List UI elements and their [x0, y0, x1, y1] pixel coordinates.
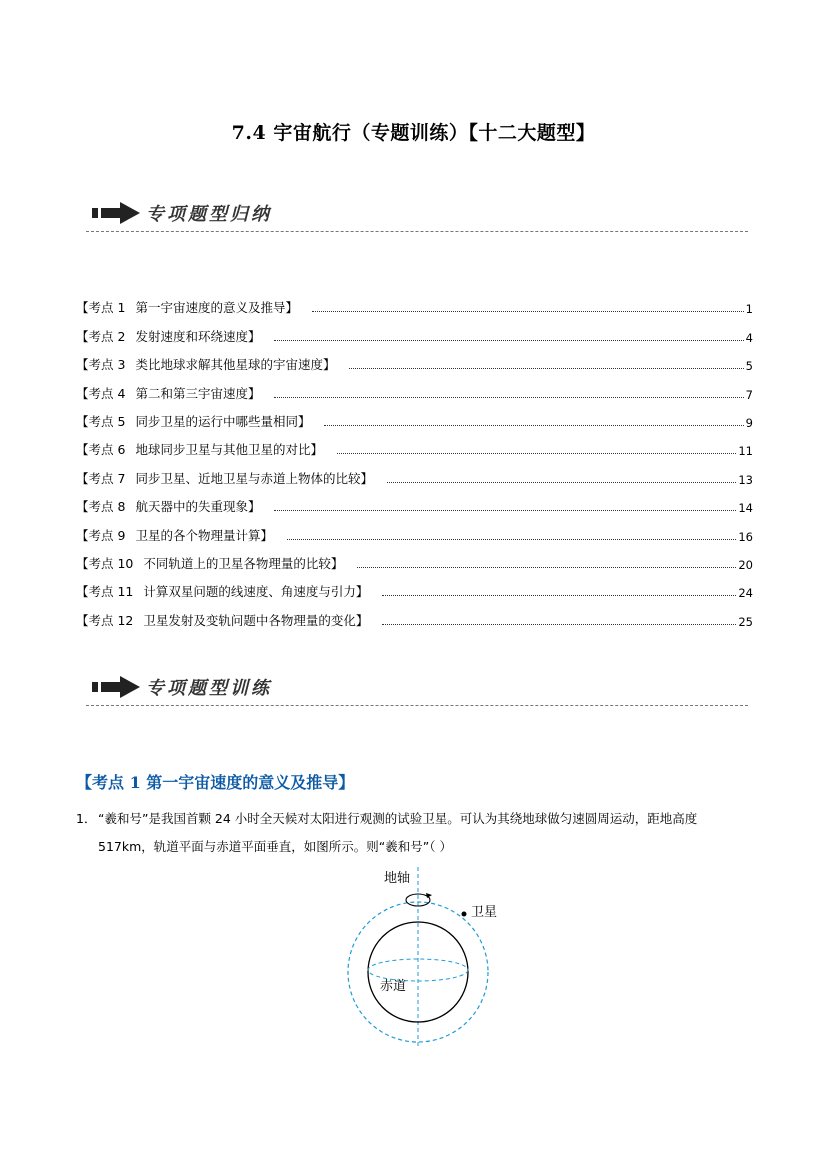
section-banner-label: 专项题型训练	[146, 678, 272, 699]
arrow-icon	[92, 676, 140, 698]
toc-page-number: 1	[745, 302, 753, 317]
toc-page-number: 20	[738, 557, 753, 572]
table-of-contents	[76, 288, 753, 629]
toc-title: 地球同步卫星与其他卫星的对比】	[135, 442, 323, 458]
toc-title: 第二和第三宇宙速度】	[135, 385, 261, 401]
toc-tag: 【考点 5	[76, 413, 126, 429]
toc-page-number: 4	[745, 330, 753, 345]
toc-tag: 【考点 10	[76, 555, 134, 571]
toc-leader-dots	[324, 425, 743, 426]
toc-tag: 【考点 3	[76, 357, 126, 373]
toc-page-number: 7	[745, 387, 753, 402]
toc-leader-dots	[357, 567, 736, 568]
toc-row[interactable]	[76, 458, 753, 486]
toc-title: 类比地球求解其他星球的宇宙速度】	[135, 357, 336, 373]
document-title: 7.4 宇宙航行（专题训练）【十二大题型】	[231, 122, 596, 144]
toc-page-number: 13	[738, 472, 753, 487]
toc-leader-dots	[312, 311, 744, 312]
toc-page-number: 11	[738, 444, 753, 459]
toc-tag: 【考点 1	[76, 300, 126, 316]
kaodian-1-heading: 【考点 1 第一宇宙速度的意义及推导】	[76, 773, 355, 792]
toc-leader-dots	[349, 368, 743, 369]
toc-leader-dots	[382, 624, 736, 625]
section-banner-label: 专项题型归纳	[146, 204, 272, 225]
toc-tag: 【考点 4	[76, 385, 126, 401]
satellite-orbit-figure	[340, 862, 500, 1052]
toc-title: 第一宇宙速度的意义及推导】	[135, 300, 298, 316]
toc-title: 不同轨道上的卫星各物理量的比较】	[143, 555, 344, 571]
satellite-dot	[462, 912, 467, 917]
toc-leader-dots	[387, 482, 736, 483]
toc-row[interactable]	[76, 572, 753, 600]
section-banner-summary	[86, 196, 748, 232]
toc-leader-dots	[274, 340, 743, 341]
toc-leader-dots	[337, 453, 736, 454]
toc-page-number: 5	[745, 359, 753, 374]
question-number: 1．	[76, 811, 97, 826]
toc-row[interactable]	[76, 345, 753, 373]
toc-row[interactable]	[76, 487, 753, 515]
label-earth-axis: 地轴	[384, 870, 411, 885]
question-text: “羲和号”是我国首颗 24 小时全天候对太阳进行观测的试验卫星。可认为其绕地球做匀速圆周运动，距地高度 517km，轨道平面与赤道平面垂直，如图所示。则“羲和号”（ ）	[98, 811, 698, 854]
label-equator: 赤道	[380, 978, 407, 993]
toc-row[interactable]	[76, 373, 753, 401]
toc-title: 卫星发射及变轨问题中各物理量的变化】	[143, 612, 369, 628]
toc-title: 同步卫星、近地卫星与赤道上物体的比较】	[135, 470, 373, 486]
toc-page-number: 24	[738, 586, 753, 601]
toc-tag: 【考点 6	[76, 442, 126, 458]
toc-tag: 【考点 8	[76, 499, 126, 515]
toc-leader-dots	[274, 397, 743, 398]
toc-row[interactable]	[76, 430, 753, 458]
toc-row[interactable]	[76, 544, 753, 572]
toc-page-number: 25	[738, 614, 753, 629]
toc-tag: 【考点 11	[76, 584, 134, 600]
question-1	[76, 805, 756, 861]
toc-title: 同步卫星的运行中哪些量相同】	[135, 413, 311, 429]
toc-row[interactable]	[76, 288, 753, 316]
toc-title: 卫星的各个物理量计算】	[135, 527, 273, 543]
toc-leader-dots	[287, 539, 736, 540]
toc-page-number: 16	[738, 529, 753, 544]
section-banner-training	[86, 670, 748, 706]
toc-row[interactable]	[76, 316, 753, 344]
label-satellite: 卫星	[471, 904, 498, 919]
arrow-icon	[92, 202, 140, 224]
toc-tag: 【考点 12	[76, 612, 134, 628]
toc-page-number: 14	[738, 501, 753, 516]
toc-tag: 【考点 9	[76, 527, 126, 543]
toc-tag: 【考点 7	[76, 470, 126, 486]
toc-title: 航天器中的失重现象】	[135, 499, 261, 515]
toc-tag: 【考点 2	[76, 328, 126, 344]
dashed-divider	[86, 705, 748, 706]
dashed-divider	[86, 231, 748, 232]
toc-row[interactable]	[76, 515, 753, 543]
toc-page-number: 9	[745, 415, 753, 430]
toc-leader-dots	[382, 595, 736, 596]
toc-row[interactable]	[76, 600, 753, 628]
toc-title: 计算双星问题的线速度、角速度与引力】	[143, 584, 369, 600]
toc-row[interactable]	[76, 402, 753, 430]
toc-leader-dots	[274, 510, 736, 511]
toc-title: 发射速度和环绕速度】	[135, 328, 261, 344]
